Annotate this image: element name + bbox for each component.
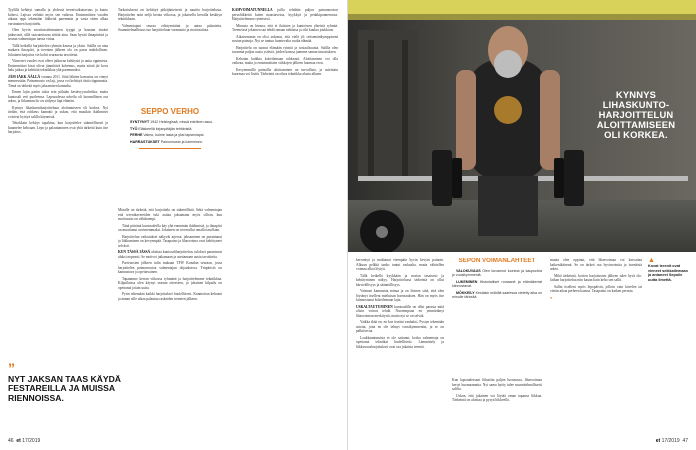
lead-in: KÄHVOIMATUNNELLA [232,8,273,12]
lead-in: USKALTAUTUMINEN [356,304,393,309]
magazine-name: et [655,438,661,444]
voimanlahteet-title: SEPON VOIMANLÄHTEET [458,258,536,264]
profile-line [126,120,214,125]
left-folio [8,438,40,444]
paragraph [232,8,338,22]
profile-box-title: SEPPO VERHO [140,108,200,116]
box-line [452,291,542,300]
end-mark-line [550,296,642,301]
paragraph: Kynnys lihaskuntoharjoitteluun aloittamiseen oli korkea. Nyt tiedän, että rohkeus kannatti ja uskon, että muutkin ikäihmiset voisivat hyötyä salilla käynnistä. [8,105,108,119]
paragraph-rest: kuntosalille on ollut parasta mitä olisin voinut tehdä. Nuorempana en ymmärtänyt lihasvoiman merkitystä, mutta nyt se on selvää. [356,304,444,318]
profile-line-label: HARRASTUKSET [130,139,160,144]
paragraph: kerrontyä ja malttanut eteenpäin hyvin kevyin painoin. Alkuun pelkkä tanko tuntui raskaalta, mutta vähitellen voimaa alkoi löytyä. [356,258,444,271]
box-line [452,269,542,278]
box-line [452,280,542,289]
profile-line [126,140,214,145]
paragraph: Uskon, että jokainen voi löytää oman tapansa liikkua. Tärkeintä on aloittaa ja pysyä liikkeellä. [452,393,542,402]
magazine-name: et [16,438,21,444]
paragraph: Pyrin tekemään kaikki harjoitukset huolellisesti. Kunnioitan kehoani ja annan sille aikaa palautua raskaiden treenien jälkeen. [118,292,222,301]
paragraph: Vaikka ikää on, en koe itseäni vanhaksi. Pystyn tekemään asioita, joita en ole tehnyt vuosikymmeniin, ja se on palkitsevaa. [356,320,444,333]
left-page [0,0,347,450]
profile-line-label: SYNTYNYT [130,120,150,124]
paragraph [356,305,444,319]
photo-caption [648,258,690,282]
paragraph-rest: joilla tehdään paljon painonnoston perusliikkeitä kuten maastavetoa, kyykkyä ja penkkipunnerrusta. Harjoittelemme rytmisesti. [232,8,338,21]
paragraph: Minusta on hienoa, että ei ikäisten ja kuntoisten yhteisiä ryhmiä. Treeneissä jokainen saa tehdä omaan tahtiinsa ja silti kuulua joukkoon. [232,23,338,32]
left-column-2-bottom [118,208,222,433]
box-line-text: Kesäisin mökillä saaressa vietetty aika on minulle tärkeää. [452,290,542,300]
paragraph-rest: aloittaa kuntosaliharjoittelun, tulokset parantuvat aluksi nopeasti. Se motivoi jatkamaan ja asettamaan uusia tavoitteita. [118,250,222,259]
profile-line [126,133,214,138]
photo-headline: KYNNYS LIHASKUNTO-HARJOITTELUN ALOITTAMISEEN OLI KORKEA. [596,89,676,140]
page-number: 46 [8,438,14,444]
paragraph: Viimeiset vuodet ovat olleet jatkuvaa kehitystä ja uutta oppimista. Ensimmäiset kisat olivat jännittävä kokemus, mutta niistä jäi kova halu jatkaa ja kehittää tekniikkaa yhä paremmaksi. [8,59,108,72]
left-column-2-top [118,8,222,108]
right-column-1 [356,258,444,438]
issue-number: 17/2019 [661,438,680,444]
right-column-2-bottom [452,378,542,438]
voimanlahteet-box [452,258,542,376]
pull-quote [8,362,130,403]
caption-marker-icon: ▲ [648,257,655,264]
paragraph: Tällä hetkellä harjoittelen ryhmän kanssa ja yksin. Salilla on aina mukava ilmapiiri, ja treenien jälkeen olo on paras mahdollinen. Jokainen harjoitus vie kohti seuraavaa tavoitetta. [8,43,108,57]
box-line-text: Historialliset romaanit ja elämäkerrat kiinnostavat. [452,279,542,289]
paragraph: Valmentajani seuraa edistymistäni ja antaa palautetta. Suunnitelmallisuus tuo harjoitteluun varmuutta ja motivaatiota. [118,23,222,32]
paragraph: Harjoittelu on tuonut elämään rytmiä ja sosiaalisuutta. Salilla olen tavannut paljon uusia ystäviä, joiden kanssa jaamme saman innostuksen. [232,45,338,54]
profile-line-text: Painonnosto ja lukeminen. [160,139,203,144]
lead-in: KUN TÄSSÄ IÄSSÄ [118,250,151,254]
box-line-label: VALOKUVAUS [456,268,481,273]
paragraph: Olen hyvin suoritussidonnainen tyyppi ja haastan itseäni jatkuvasti, sillä saavutettavaa riittää aina. Saan hyvää ilmapiiristä ja seuran valmentajan tuesta virtaa. [8,28,108,41]
weightlifter-photo [348,0,696,252]
paragraph: Harjoittelun vaikutukset näkyvät arjessa: jaksaminen on parantunut ja liikkuminen on kevyempää. Tasapaino ja lihasvoima ovat kehittyneet selvästi. [118,234,222,248]
box-line-label: MÖKKEILY [456,290,475,295]
paragraph: Tänä päivänä kuntosaleilla käy yhä enemmän ikäihmisiä, ja ilmapiiri on muuttunut avoimemmaksi. Jokainen on tervetullut omalla tasollaan. [118,223,222,232]
profile-line-label: PERHE [130,133,143,137]
page-number: 47 [682,438,688,444]
box-line-text: Olen kuvannut luontoa ja kaupunkia jo vuosikymmeniä. [452,268,542,278]
end-mark-icon: ● [550,295,553,300]
quote-mark-icon: ” [8,360,15,376]
paragraph: Tarkoitukseni on kehittyä pitkäjänteisesti ja nauttia harjoittelusta. Harjoittelen noin neljä kertaa viikossa, ja jokaisella kerralla keskityn tekniikkaan. [118,8,222,21]
right-column-3 [550,258,642,438]
paragraph [118,250,222,259]
caption-text: Kovat treenit ovat vieneet seikkailemaan ja antaneet Sepolle uutta ilmettä. [648,264,688,282]
pull-quote-text: NYT JAKSAN TAAS KÄYDÄ FESTAREILLA JA MUISSA RIENNOISSA. [8,374,121,403]
left-column-3 [232,8,338,433]
paragraph: Ennen lajin pariin tuloa tein pitkään kestävyysurheilua, mutta kuntosali veti puoleensa. Lapsuudessa urheilu oli luonnollinen osa arkea, ja liikunnan ilo on säilynyt läpi elämän. [8,90,108,103]
left-column-1 [8,8,108,358]
paragraph: Sallin itselleni myös lepopäiviä, jolloin vain kävelen tai vietän aikaa perheen kanssa. Tasapaino on kaiken perusta. [550,284,642,293]
paragraph: Vaimoni kannustaa minua ja on iloinen siitä, että olen löytänyt itselleni mieluisan harrastuksen. Hän on myös itse kiinnostunut kokeilemaan lajia. [356,289,444,302]
paragraph: Tällä hetkellä kyykkään ja nostan tasaisesti ja kehittyminen näkyy. Harjoittelussa tärkeintä on ollut kärsivällisyys ja säännöllisyys. [356,273,444,287]
paragraph: Tyylillä kehittyi samalla ja yhdessä treenivaikuttavuus ja kunto kohosi. Lajissa viehätti myös sen vaikeus. Ensimmäisen vuoden aikana oppi tekemään liikkeitä paremmin ja vasta sitten alkaa varsinainen harjoittelu. [8,8,108,26]
box-divider [139,148,201,149]
box-line-label: LUKEMINEN [456,279,478,284]
profile-line-text: Vaimo, kolme lasta ja yksi lapsenlapsi. [143,133,205,137]
paragraph: Tehokkain kehitys tapahtuu, kun harjoittelee säännöllisesti ja kuuntelee kehoaan. Lepo ja palautuminen ovat yhtä tärkeitä kuin itse harjoitus. [8,121,108,134]
paragraph: Kun lapsuudessani liikuttiin paljon luonnossa, lihasvoimaa kertyi huomaamatta. Nyt sama hyöty tulee suunnitelmallisesti salilta. [452,378,542,391]
paragraph: Tapaamme kerran viikossa ryhmänä ja harjoittelemme tekniikkaa. Kilpailuissa olen käynyt useaan otteeseen, ja jokainen kilpailu on opettanut jotain uutta. [118,276,222,290]
right-page [348,0,696,450]
paragraph: Mikä tärkeintä, kovien harjoitusten jälkeen tulee hyvä olo. Jatkan harjoittelua niin kauan kuin keho sen sallii. [550,273,642,282]
paragraph: Aikaisemmin en olisi uskonut, että vielä yli seitsemänkymppisenä nostan painoja. Nyt se tuntuu luontevalta osalta elämää. [232,34,338,43]
profile-box [126,108,214,206]
paragraph: Parivuosien jälkeen tulin mukaan TFW Konalan seuraan, jossa harjoittelen painonnostoa valmentajan ohjauksessa. Ympäristö on kannustava ja opettavainen. [118,261,222,274]
profile-line-label: TYÖ [130,126,138,131]
paragraph-rest: vuonna 2011. Siitä lähtien harrastus on vienyt mennessään. Painonnosto on laji, jossa voi kehittyä iästä riippumatta. Tämä on tärkeää myös jaksamisen kannalta. [8,74,108,88]
paragraph: muuta olen oppinut, että lihasvoimaa voi kasvattaa kaikenikäisenä. Se on tärkeä osa hyvinvointia ja itsenäistä arkea. [550,258,642,271]
profile-line [126,127,214,132]
paragraph: Kevyemmillä painoilla aloittaminen on turvallista, ja asteittain kuormaa voi lisätä. Tärkeintä on oikea tekniikka alusta alkaen. [232,67,338,76]
issue-number: 17/2019 [22,438,41,444]
paragraph: Kehotan kaikkia kokeilemaan rohkeasti. Aloittaminen voi olla vaikeaa, mutta jo ensimmäisten viikkojen jälkeen huomaa eron. [232,56,338,65]
lead-in: JÄM IÄKK ÄÄLLÄ [8,74,41,79]
paragraph: Loukkaantumisia ei ole sattunut, koska valmentaja on opettanut tekniikat huolellisesti. Lämmittely ja liikkuvuusharjoitukset ovat osa jokaista treeniä. [356,335,444,349]
paragraph: Minulle on tärkeää, että harjoittelu on säännöllistä. Sekä valmentajan että treenikavereiden tuki auttaa jaksamaan myös silloin, kun motivaatio on vähäisempi. [118,208,222,221]
right-folio [656,438,688,444]
profile-line-text: Eläkkeellä kirjanpitäjän tehtävistä. [138,126,193,131]
paragraph [8,75,108,89]
profile-line-text: 1942 Helsingissä, missä edelleen asuu. [150,120,214,124]
